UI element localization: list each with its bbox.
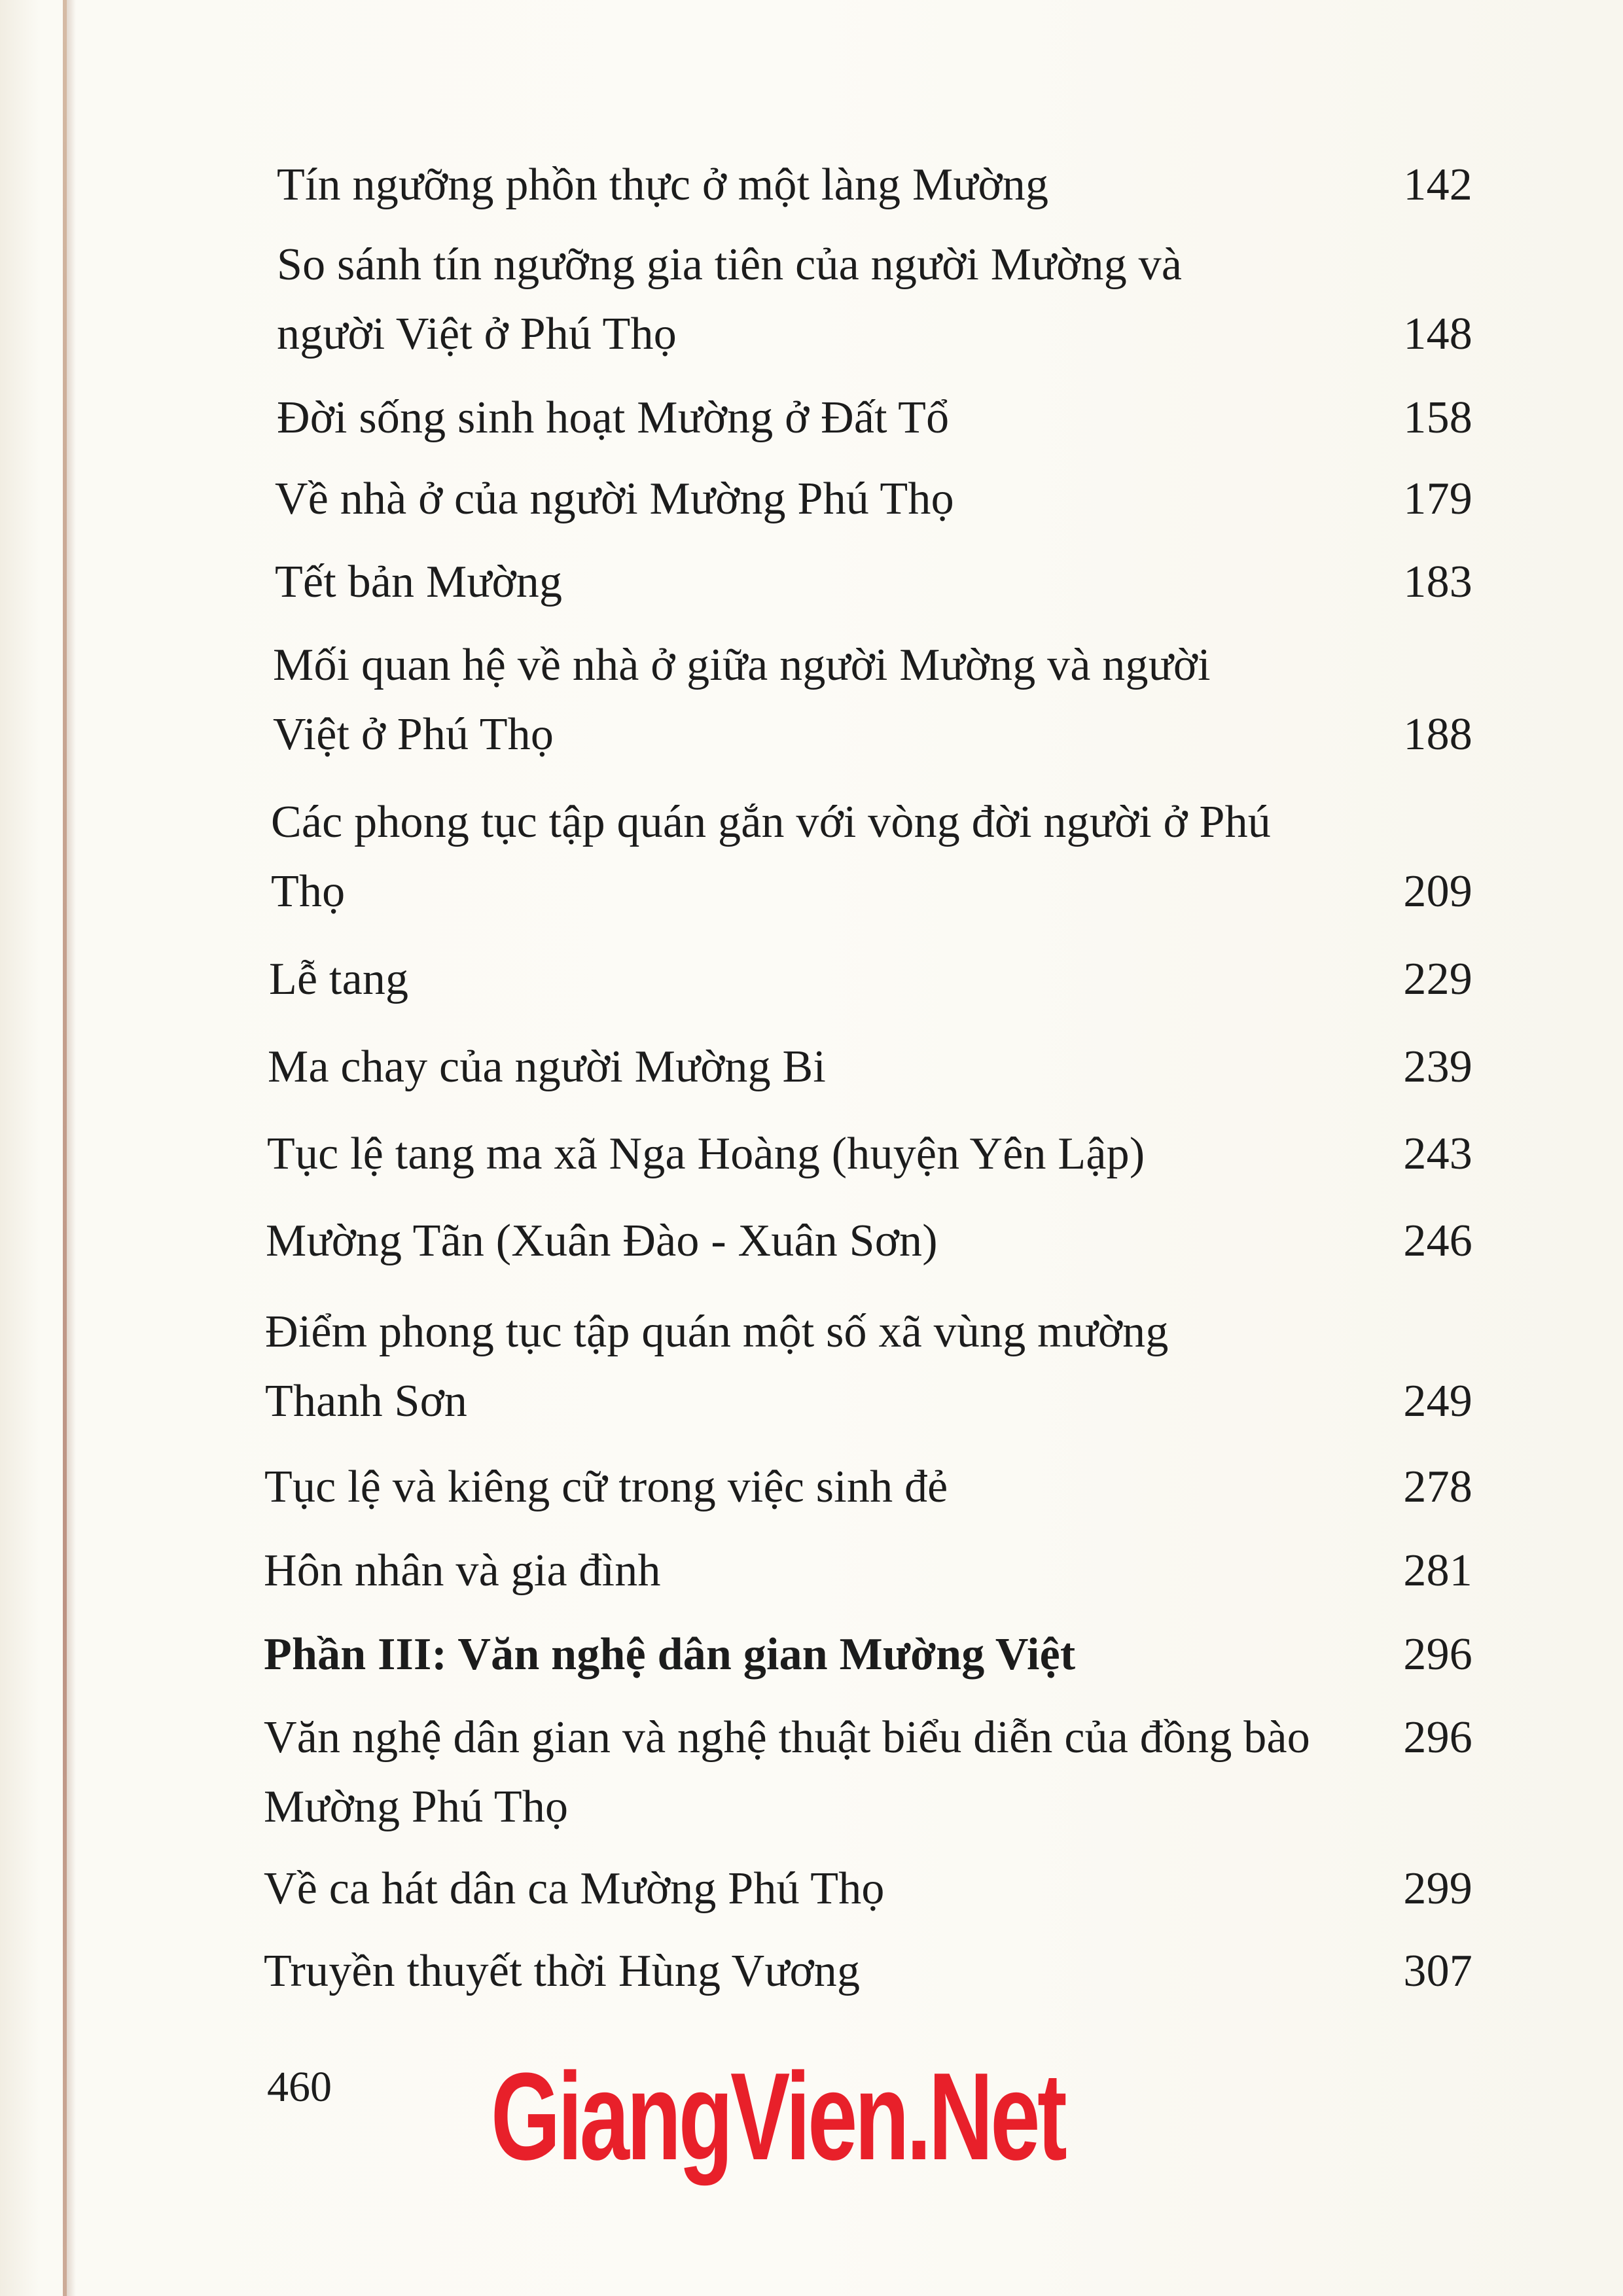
toc-entry-page: 243 (1403, 1129, 1472, 1179)
binding-shadow (67, 0, 76, 2296)
toc-entry-page: 239 (1403, 1042, 1472, 1092)
toc-entry-title: Đời sống sinh hoạt Mường ở Đất Tổ (277, 393, 950, 443)
toc-entry-page: 158 (1403, 393, 1472, 443)
toc-entry-page: 299 (1403, 1863, 1472, 1914)
toc-entry-page: 183 (1403, 557, 1472, 607)
toc-entry-title: Về ca hát dân ca Mường Phú Thọ (264, 1863, 885, 1914)
toc-entry-title: Lễ tang (269, 954, 409, 1004)
toc-entry-title: Ma chay của người Mường Bi (268, 1042, 827, 1092)
toc-entry-page: 296 (1403, 1712, 1472, 1763)
toc-entry-title: Tục lệ tang ma xã Nga Hoàng (huyện Yên Lập) (267, 1129, 1145, 1179)
toc-entry-page: 307 (1403, 1946, 1472, 1996)
toc-entry-title: Tết bản Mường (275, 557, 563, 607)
toc-entry-title: Về nhà ở của người Mường Phú Thọ (275, 474, 954, 524)
toc-entry-page: 246 (1403, 1216, 1472, 1266)
toc-entry-title: Phần III: Văn nghệ dân gian Mường Việt (264, 1629, 1076, 1680)
toc-entry-page: 296 (1403, 1629, 1472, 1680)
toc-entry-page: 148 (1403, 309, 1472, 359)
toc-entry-title: Hôn nhân và gia đình (264, 1545, 661, 1596)
page-number: 460 (267, 2063, 332, 2111)
toc-entry-page: 278 (1403, 1462, 1472, 1512)
toc-entry-page: 188 (1403, 709, 1472, 760)
toc-entry-title: Tục lệ và kiêng cữ trong việc sinh đẻ (264, 1462, 948, 1512)
toc-entry-title: Tín ngưỡng phồn thực ở một làng Mường (277, 160, 1049, 210)
toc-entry-title: So sánh tín ngưỡng gia tiên của người Mường và người Việt ở Phú Thọ (277, 239, 1183, 359)
toc-entry-title: Mối quan hệ về nhà ở giữa người Mường và người Việt ở Phú Thọ (273, 640, 1211, 760)
toc-entry-page: 229 (1403, 954, 1472, 1004)
toc-entry-page: 142 (1403, 160, 1472, 210)
toc-entry-title: Văn nghệ dân gian và nghệ thuật biểu diễn của đồng bào Mường Phú Thọ (264, 1712, 1310, 1832)
toc-entry-title: Mường Tãn (Xuân Đào - Xuân Sơn) (266, 1216, 938, 1266)
toc-entry-page: 209 (1403, 866, 1472, 917)
toc-entry-page: 179 (1403, 474, 1472, 524)
toc-entry-title: Truyền thuyết thời Hùng Vương (264, 1946, 861, 1996)
toc-entry-page: 281 (1403, 1545, 1472, 1596)
table-of-contents (262, 150, 1472, 2015)
toc-entry-page: 249 (1403, 1376, 1472, 1426)
toc-entry-title: Các phong tục tập quán gắn với vòng đời người ở Phú Thọ (271, 797, 1271, 917)
watermark-logo: GiangVien.Net (491, 2047, 1065, 2186)
toc-entry-title: Điểm phong tục tập quán một số xã vùng mường Thanh Sơn (265, 1307, 1169, 1426)
